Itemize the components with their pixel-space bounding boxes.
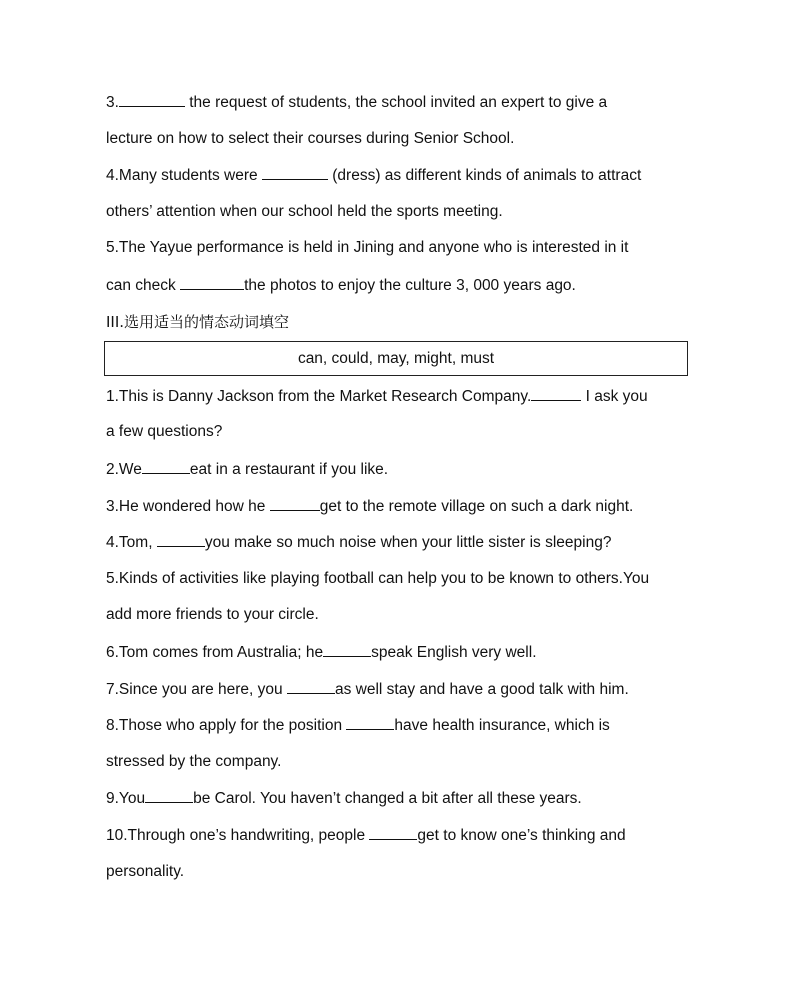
s3-q9-text-after: be Carol. You haven’t changed a bit after all these years. [193,790,582,807]
s3-q6-text-before: 6.Tom comes from Australia; he [106,644,324,661]
s3-q6 [106,642,537,662]
s3-q5-line2: add more friends to your circle. [106,606,319,623]
s3-q10-line2: personality. [106,863,185,880]
s3-q7-text-after: as well stay and have a good talk with him. [334,681,629,698]
s2-q4-blank[interactable] [262,165,328,180]
s3-q10-blank[interactable] [369,825,417,840]
s3-q8-blank[interactable] [346,715,394,730]
s3-q2-text-before: 2.We [106,461,142,478]
s3-q7-blank[interactable] [287,679,335,694]
s2-q4-line1 [106,165,641,185]
s2-q5-line2 [106,275,576,295]
s2-q4-text-after: as different kinds of animals to attract [384,167,642,184]
s3-q1-blank[interactable] [531,386,581,401]
s3-q7-text-before: 7.Since you are here, you [106,681,287,698]
s2-q5-text-before: can check [106,277,181,294]
word-bank-text: can, could, may, might, must [297,349,495,367]
s3-q4 [106,532,611,552]
s2-q5-line1: 5.The Yayue performance is held in Jining and anyone who is interested in it [106,239,629,256]
s3-q2 [106,459,388,479]
section3-heading: III.选用适当的情态动词填空 [106,313,290,331]
s3-q9-text-before: 9.You [106,790,146,807]
s3-q9-blank[interactable] [145,788,193,803]
s2-q3-blank[interactable] [119,92,185,107]
s2-q5-text-after: the photos to enjoy the culture 3, 000 years ago. [244,277,576,294]
s2-q4-text-before: 4.Many students were [106,167,262,184]
s3-q8-text-after: have health insurance, which is [394,717,610,734]
s3-q6-text-after: speak English very well. [371,644,537,661]
s3-q6-blank[interactable] [323,642,371,657]
s3-q10-text-before: 10.Through one’s handwriting, people [106,827,370,844]
s2-q3-line2: lecture on how to select their courses during Senior School. [106,130,515,147]
s3-q10-text-after: get to know one’s thinking and [417,827,626,844]
s3-q3-blank[interactable] [270,496,320,511]
s2-q4-hint: (dress) [327,167,385,184]
word-bank-box [104,341,688,376]
s3-q4-text-after: you make so much noise when your little sister is sleeping? [204,534,612,551]
s3-q1-text-before: 1.This is Danny Jackson from the Market Research Company. [106,388,532,405]
s3-q5-line1: 5.Kinds of activities like playing football can help you to be known to others.You [106,570,650,587]
s3-q3-text-before: 3.He wondered how he [106,498,270,515]
s2-q4-line2: others’ attention when our school held the sports meeting. [106,203,503,220]
s3-q8-line1 [106,715,610,735]
s2-q3-line1 [106,92,607,112]
s2-q3-number: 3. [106,94,119,111]
s3-q3-text-after: get to the remote village on such a dark night. [319,498,634,515]
s2-q5-blank[interactable] [180,275,244,290]
s3-q2-blank[interactable] [142,459,190,474]
s3-q8-text-before: 8.Those who apply for the position [106,717,347,734]
s3-q10-line1 [106,825,626,845]
s3-q2-text-after: eat in a restaurant if you like. [189,461,389,478]
s3-q9 [106,788,582,808]
s2-q3-text: the request of students, the school invited an expert to give a [184,94,608,111]
s3-q4-blank[interactable] [157,532,205,547]
s3-q1-line2: a few questions? [106,423,223,440]
s3-q3 [106,496,633,516]
s3-q1-text-after: I ask you [581,388,648,405]
s3-q7 [106,679,629,699]
s3-q8-line2: stressed by the company. [106,753,282,770]
s3-q4-text-before: 4.Tom, [106,534,157,551]
s3-q1-line1 [106,386,648,406]
